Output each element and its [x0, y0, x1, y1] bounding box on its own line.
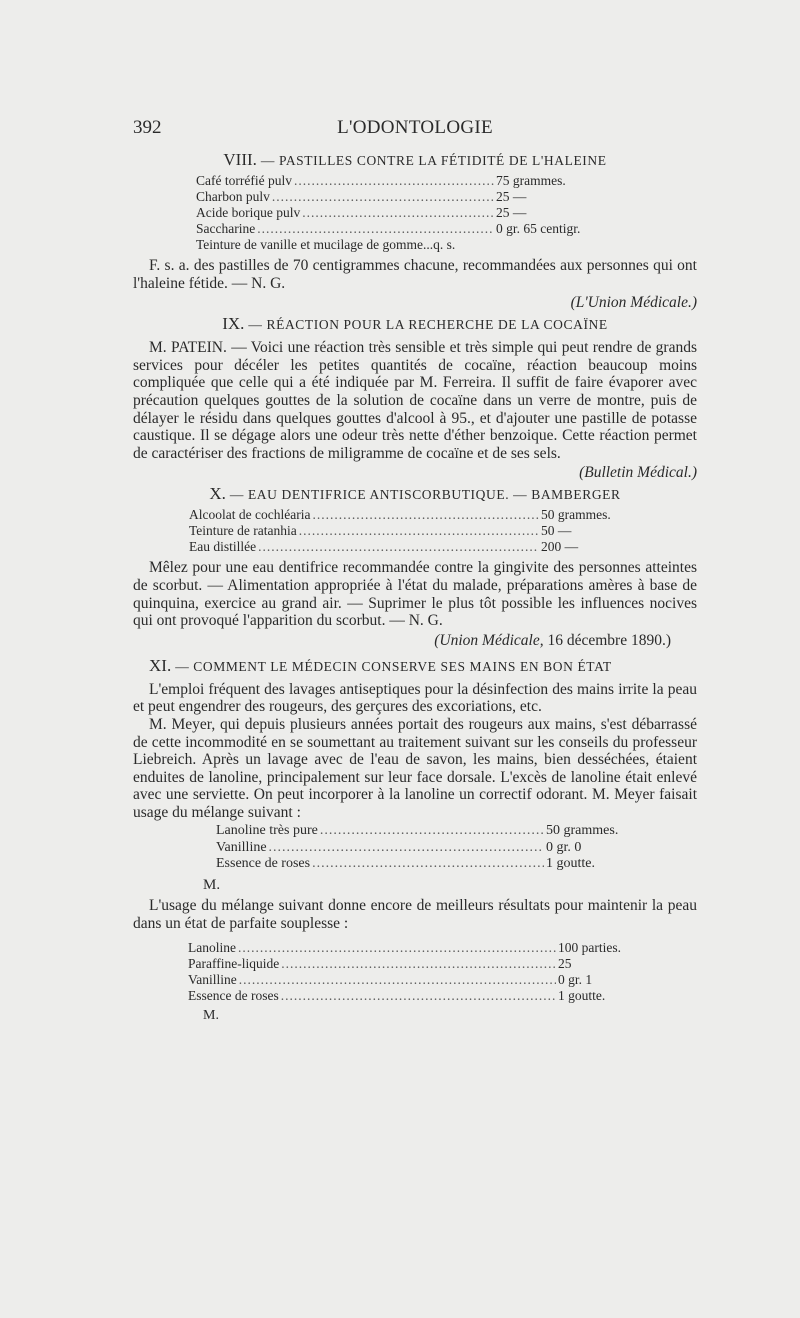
- section-10-citation-source: (Union Médicale,: [434, 631, 544, 649]
- section-10-citation-date: 16 décembre 1890.): [547, 631, 671, 649]
- section-10-recipe: [189, 507, 651, 555]
- section-11-paragraph-2: M. Meyer, qui depuis plusieurs années portait des rougeurs aux mains, s'est débarrassé de cette incommodité en se soumettant au traitement suivant sur les conseils du professeur Liebreich. Après un lavage avec de l'eau de savon, les mains, bien desséchées, étaient enduites de lanoline, principalement sur leur face dorsale. L'excès de lanoline était enlevé avec une serviette. On peut incorporer à la lanoline un correctif odorant. M. Meyer faisait usage du mélange suivant :: [133, 715, 697, 821]
- running-header: [133, 117, 697, 141]
- recipe-tail: Teinture de vanille et mucilage de gomme...q. s.: [196, 237, 456, 252]
- section-11-recipe-2: [188, 940, 658, 1004]
- section-10-citation: [133, 632, 697, 650]
- section-9-number: IX.: [222, 314, 245, 334]
- section-10-title: — EAU DENTIFRICE ANTISCORBUTIQUE. — BAMBERGER: [229, 487, 621, 503]
- running-title: L'ODONTOLOGIE: [337, 117, 493, 138]
- section-11-paragraph-1: L'emploi fréquent des lavages antiseptiques pour la désinfection des mains irrite la peau et peut engendrer des rougeurs, des gerçures des excoriations, etc.: [133, 680, 697, 716]
- section-11-recipe-1: [216, 823, 656, 873]
- section-11-heading: [133, 656, 697, 677]
- recipe-row: Teinture de ratanhia ..... 50 —: [189, 523, 651, 539]
- section-8-recipe: [196, 173, 646, 253]
- section-10-number: X.: [209, 484, 226, 504]
- recipe-row: Paraffine-liquide ..... 25: [188, 956, 658, 972]
- recipe-row: Charbon pulv ..... 25 —: [196, 189, 646, 205]
- section-10-heading: [133, 484, 697, 505]
- section-8-paragraph: F. s. a. des pastilles de 70 centigrammes chacune, recommandées aux personnes qui ont l'haleine fétide. — N. G.: [133, 257, 697, 292]
- section-8-heading: [133, 150, 697, 171]
- section-9-heading: [133, 314, 697, 335]
- recipe-row: Vanilline ..... 0 gr. 0: [216, 840, 656, 857]
- section-11-signature-1: M.: [203, 876, 221, 893]
- recipe-row: Essence de roses ..... 1 goutte.: [188, 988, 658, 1004]
- section-9-paragraph: M. PATEIN. — Voici une réaction très sensible et très simple qui peut rendre de grands services pour décéler les petites quantités de cocaïne, réaction beaucoup moins compliquée que celle qui a été indiquée par M. Ferreira. Il suffit de faire évaporer avec précaution quelques gouttes de la solution de cocaïne dans un verre de montre, puis de délayer le résidu dans quelques gouttes d'alcool à 95., et d'ajouter une pastille de potasse caustique. Il se dégage alors une odeur très nette d'éther benzoique. Cette réaction permet de caractériser des fractions de miligramme de cocaïne et de ses sels.: [133, 339, 697, 462]
- recipe-row: Saccharine ..... 0 gr. 65 centigr.: [196, 221, 646, 237]
- section-11-title: — COMMENT LE MÉDECIN CONSERVE SES MAINS EN BON ÉTAT: [175, 658, 612, 674]
- recipe-row: Lanoline très pure ..... 50 grammes.: [216, 823, 656, 840]
- section-10-paragraph: Mêlez pour une eau dentifrice recommandée contre la gingivite des personnes atteintes de scorbut. — Alimentation appropriée à l'état du malade, préparations amères à base de quinquina, exercice au grand air. — Suprimer le plus tôt possible les influences nocives qui ont provoqué l'apparition du scorbut. — N. G.: [133, 559, 697, 630]
- section-8-citation: (L'Union Médicale.): [570, 294, 697, 312]
- section-9-title: — RÉACTION POUR LA RECHERCHE DE LA COCAÏNE: [248, 317, 608, 333]
- recipe-row: Eau distillée ..... 200 —: [189, 539, 651, 555]
- section-9-citation: (Bulletin Médical.): [579, 464, 697, 482]
- recipe-row: Lanoline ..... 100 parties.: [188, 940, 658, 956]
- recipe-row: Alcoolat de cochléaria ..... 50 grammes.: [189, 507, 651, 523]
- section-11-number: XI.: [149, 655, 172, 675]
- recipe-row: Café torréfié pulv ..... 75 grammes.: [196, 173, 646, 189]
- section-11-signature-2: M.: [203, 1008, 219, 1024]
- page-content: [133, 150, 697, 1024]
- recipe-row: Acide borique pulv ..... 25 —: [196, 205, 646, 221]
- recipe-row: Vanilline ..... 0 gr. 1: [188, 972, 658, 988]
- section-8-title: — PASTILLES CONTRE LA FÉTIDITÉ DE L'HALEINE: [260, 153, 607, 168]
- recipe-row: Essence de roses ..... 1 goutte.: [216, 856, 656, 873]
- section-11-paragraph-3: L'usage du mélange suivant donne encore de meilleurs résultats pour maintenir la peau dans un état de parfaite souplesse :: [133, 896, 697, 932]
- page-number: 392: [133, 117, 162, 138]
- section-8-number: VIII.: [223, 150, 257, 169]
